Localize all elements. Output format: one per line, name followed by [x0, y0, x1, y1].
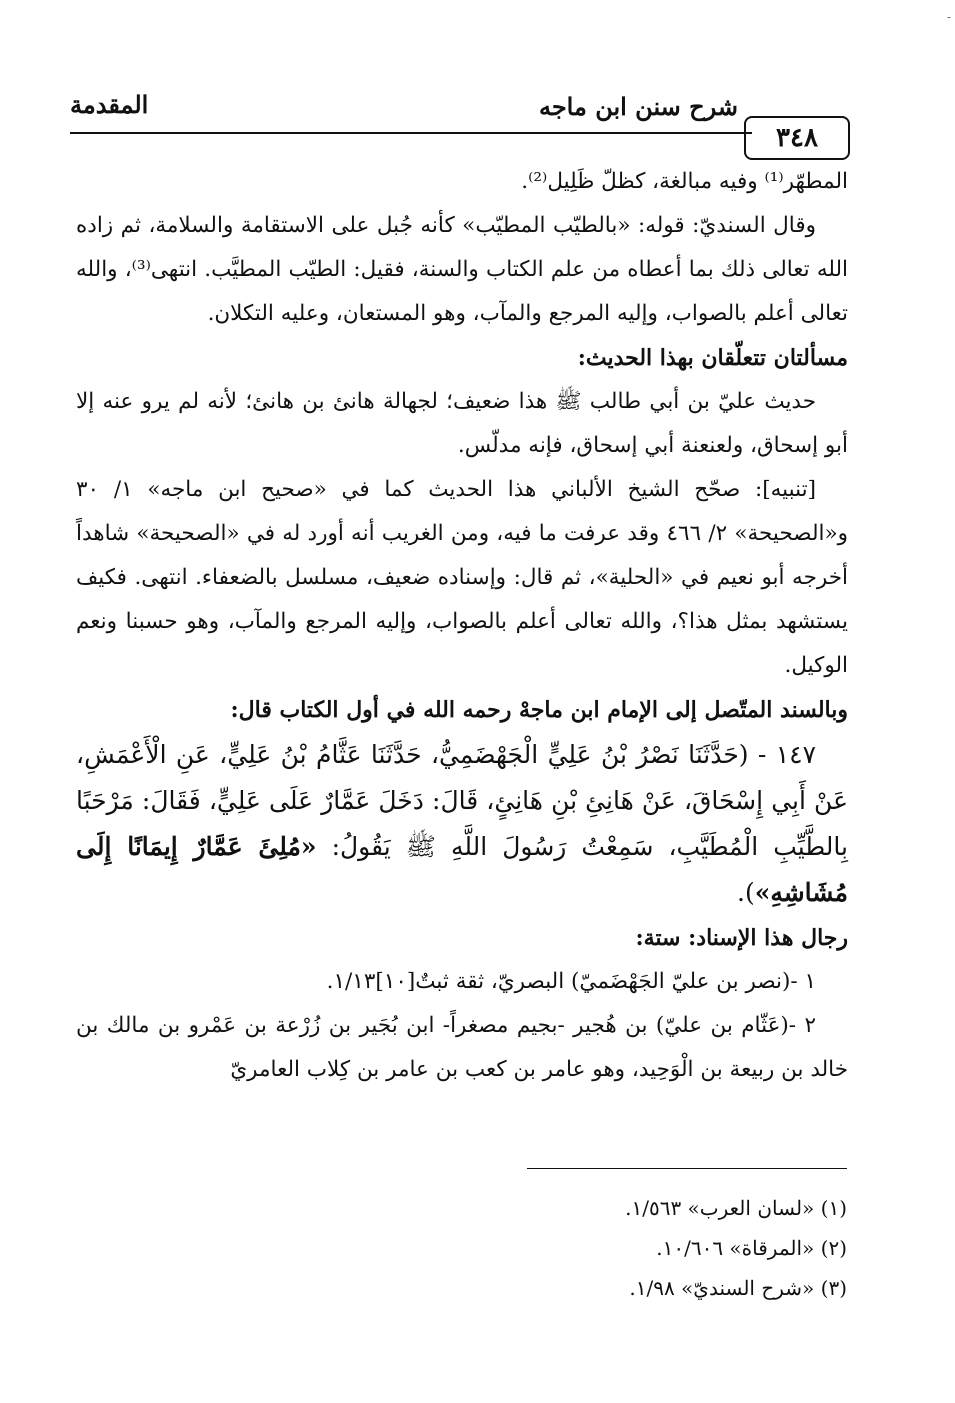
section-title: المقدمة — [70, 90, 149, 119]
page-content — [76, 160, 848, 1092]
narrator-2: ٢ -(عَثّام بن عليّ) بن هُجير -بجيم مصغراً- ابن بُجَير بن زُرْعة بن عَمْرو بن مالك بن خالد بن ربيعة بن الْوَحِيد، وهو عامر بن كعب بن عامر بن كِلاب العامريّ — [76, 1013, 848, 1082]
subheading-two-issues: مسألتان تتعلّقان بهذا الحديث: — [577, 345, 848, 371]
page-header — [70, 82, 850, 152]
hadith-quote: «مُلِئَ عَمَّارٌ إِيمَانًا إِلَى مُشَاشِهِ» — [76, 832, 848, 907]
scan-mark: - — [946, 10, 951, 24]
footnotes — [147, 1188, 847, 1308]
subheading-chain: وبالسند المتّصل إلى الإمام ابن ماجهْ رحمه الله في أول الكتاب قال: — [230, 697, 848, 723]
footnote-divider — [527, 1168, 847, 1169]
hadith-isnad: (حَدَّثَنَا نَصْرُ بْنُ عَلِيٍّ الْجَهْضَمِيُّ، حَدَّثَنَا عَثَّامُ بْنُ عَلِيٍّ، عَنِ الْأَعْمَشِ، عَنْ أَبِي إِسْحَاقَ، عَنْ هَانِئِ بْنِ هَانِئٍ، قَالَ: دَخَلَ عَمَّارٌ عَلَى عَلِيٍّ، فَقَالَ: مَرْحَبًا بِالطَّيِّبِ الْمُطَيَّبِ، سَمِعْتُ رَسُولَ اللَّهِ ﷺ يَقُولُ: — [76, 740, 848, 861]
paragraph-sindi: وقال السنديّ: قوله: «بالطيّب المطيّب» كأنه جُبل على الاستقامة والسلامة، ثم زاده الله تعالى ذلك بما أعطاه من علم الكتاب والسنة، فقيل: الطيّب المطيَّب. انتهى⁽³⁾، والله تعالى أعلم بالصواب، وإليه المرجع والمآب، وهو المستعان، وعليه التكلان. — [76, 213, 848, 326]
book-title: شرح سنن ابن ماجه — [538, 92, 738, 121]
paragraph-continuation: المطهّر⁽¹⁾ وفيه مبالغة، كظلّ ظَلِيل⁽²⁾. — [521, 169, 848, 194]
hadith-text: ١٤٧ - (حَدَّثَنَا نَصْرُ بْنُ عَلِيٍّ الْجَهْضَمِيُّ، حَدَّثَنَا عَثَّامُ بْنُ عَلِيٍّ، عَنِ الْأَعْمَشِ، عَنْ أَبِي إِسْحَاقَ، عَنْ هَانِئِ بْنِ هَانِئٍ، قَالَ: دَخَلَ عَمَّارٌ عَلَى عَلِيٍّ، فَقَالَ: مَرْحَبًا بِالطَّيِّبِ الْمُطَيَّبِ، سَمِعْتُ رَسُولَ اللَّهِ ﷺ يَقُولُ: «مُلِئَ عَمَّارٌ إِيمَانًا إِلَى مُشَاشِهِ»). — [76, 740, 848, 907]
header-divider — [70, 132, 752, 134]
footnote-2: (٢) «المرقاة» ١٠/٦٠٦. — [656, 1236, 847, 1260]
narrator-1: ١ -(نصر بن عليّ الجَهْضَميّ) البصريّ، ثقة ثبتٌ[١٠]١/١٣. — [326, 969, 816, 994]
hadith-closing: ). — [737, 878, 755, 907]
page-number: ٣٤٨ — [744, 116, 850, 160]
footnote-1: (١) «لسان العرب» ١/٥٦٣. — [625, 1196, 847, 1220]
paragraph-grading: حديث عليّ بن أبي طالب ﷺ هذا ضعيف؛ لجهالة هانئ بن هانئ؛ لأنه لم يرو عنه إلا أبو إسحاق، ولعنعنة أبي إسحاق، فإنه مدلّس. — [76, 389, 848, 458]
subheading-narrators: رجال هذا الإسناد: ستة: — [635, 925, 848, 951]
footnote-3: (٣) «شرح السنديّ» ١/٩٨. — [629, 1276, 847, 1300]
paragraph-note: [تنبيه]: صحّح الشيخ الألباني هذا الحديث كما في «صحيح ابن ماجه» ١/ ٣٠ و«الصحيحة» ٢/ ٤٦٦ وقد عرفت ما فيه، ومن الغريب أنه أورد له في «الصحيحة» شاهداً أخرجه أبو نعيم في «الحلية»، ثم قال: وإسناده ضعيف، مسلسل بالضعفاء. انتهى. فكيف يستشهد بمثل هذا؟، والله تعالى أعلم بالصواب، وإليه المرجع والمآب، وهو حسبنا ونعم الوكيل. — [76, 477, 848, 678]
hadith-number: ١٤٧ — [775, 740, 817, 769]
